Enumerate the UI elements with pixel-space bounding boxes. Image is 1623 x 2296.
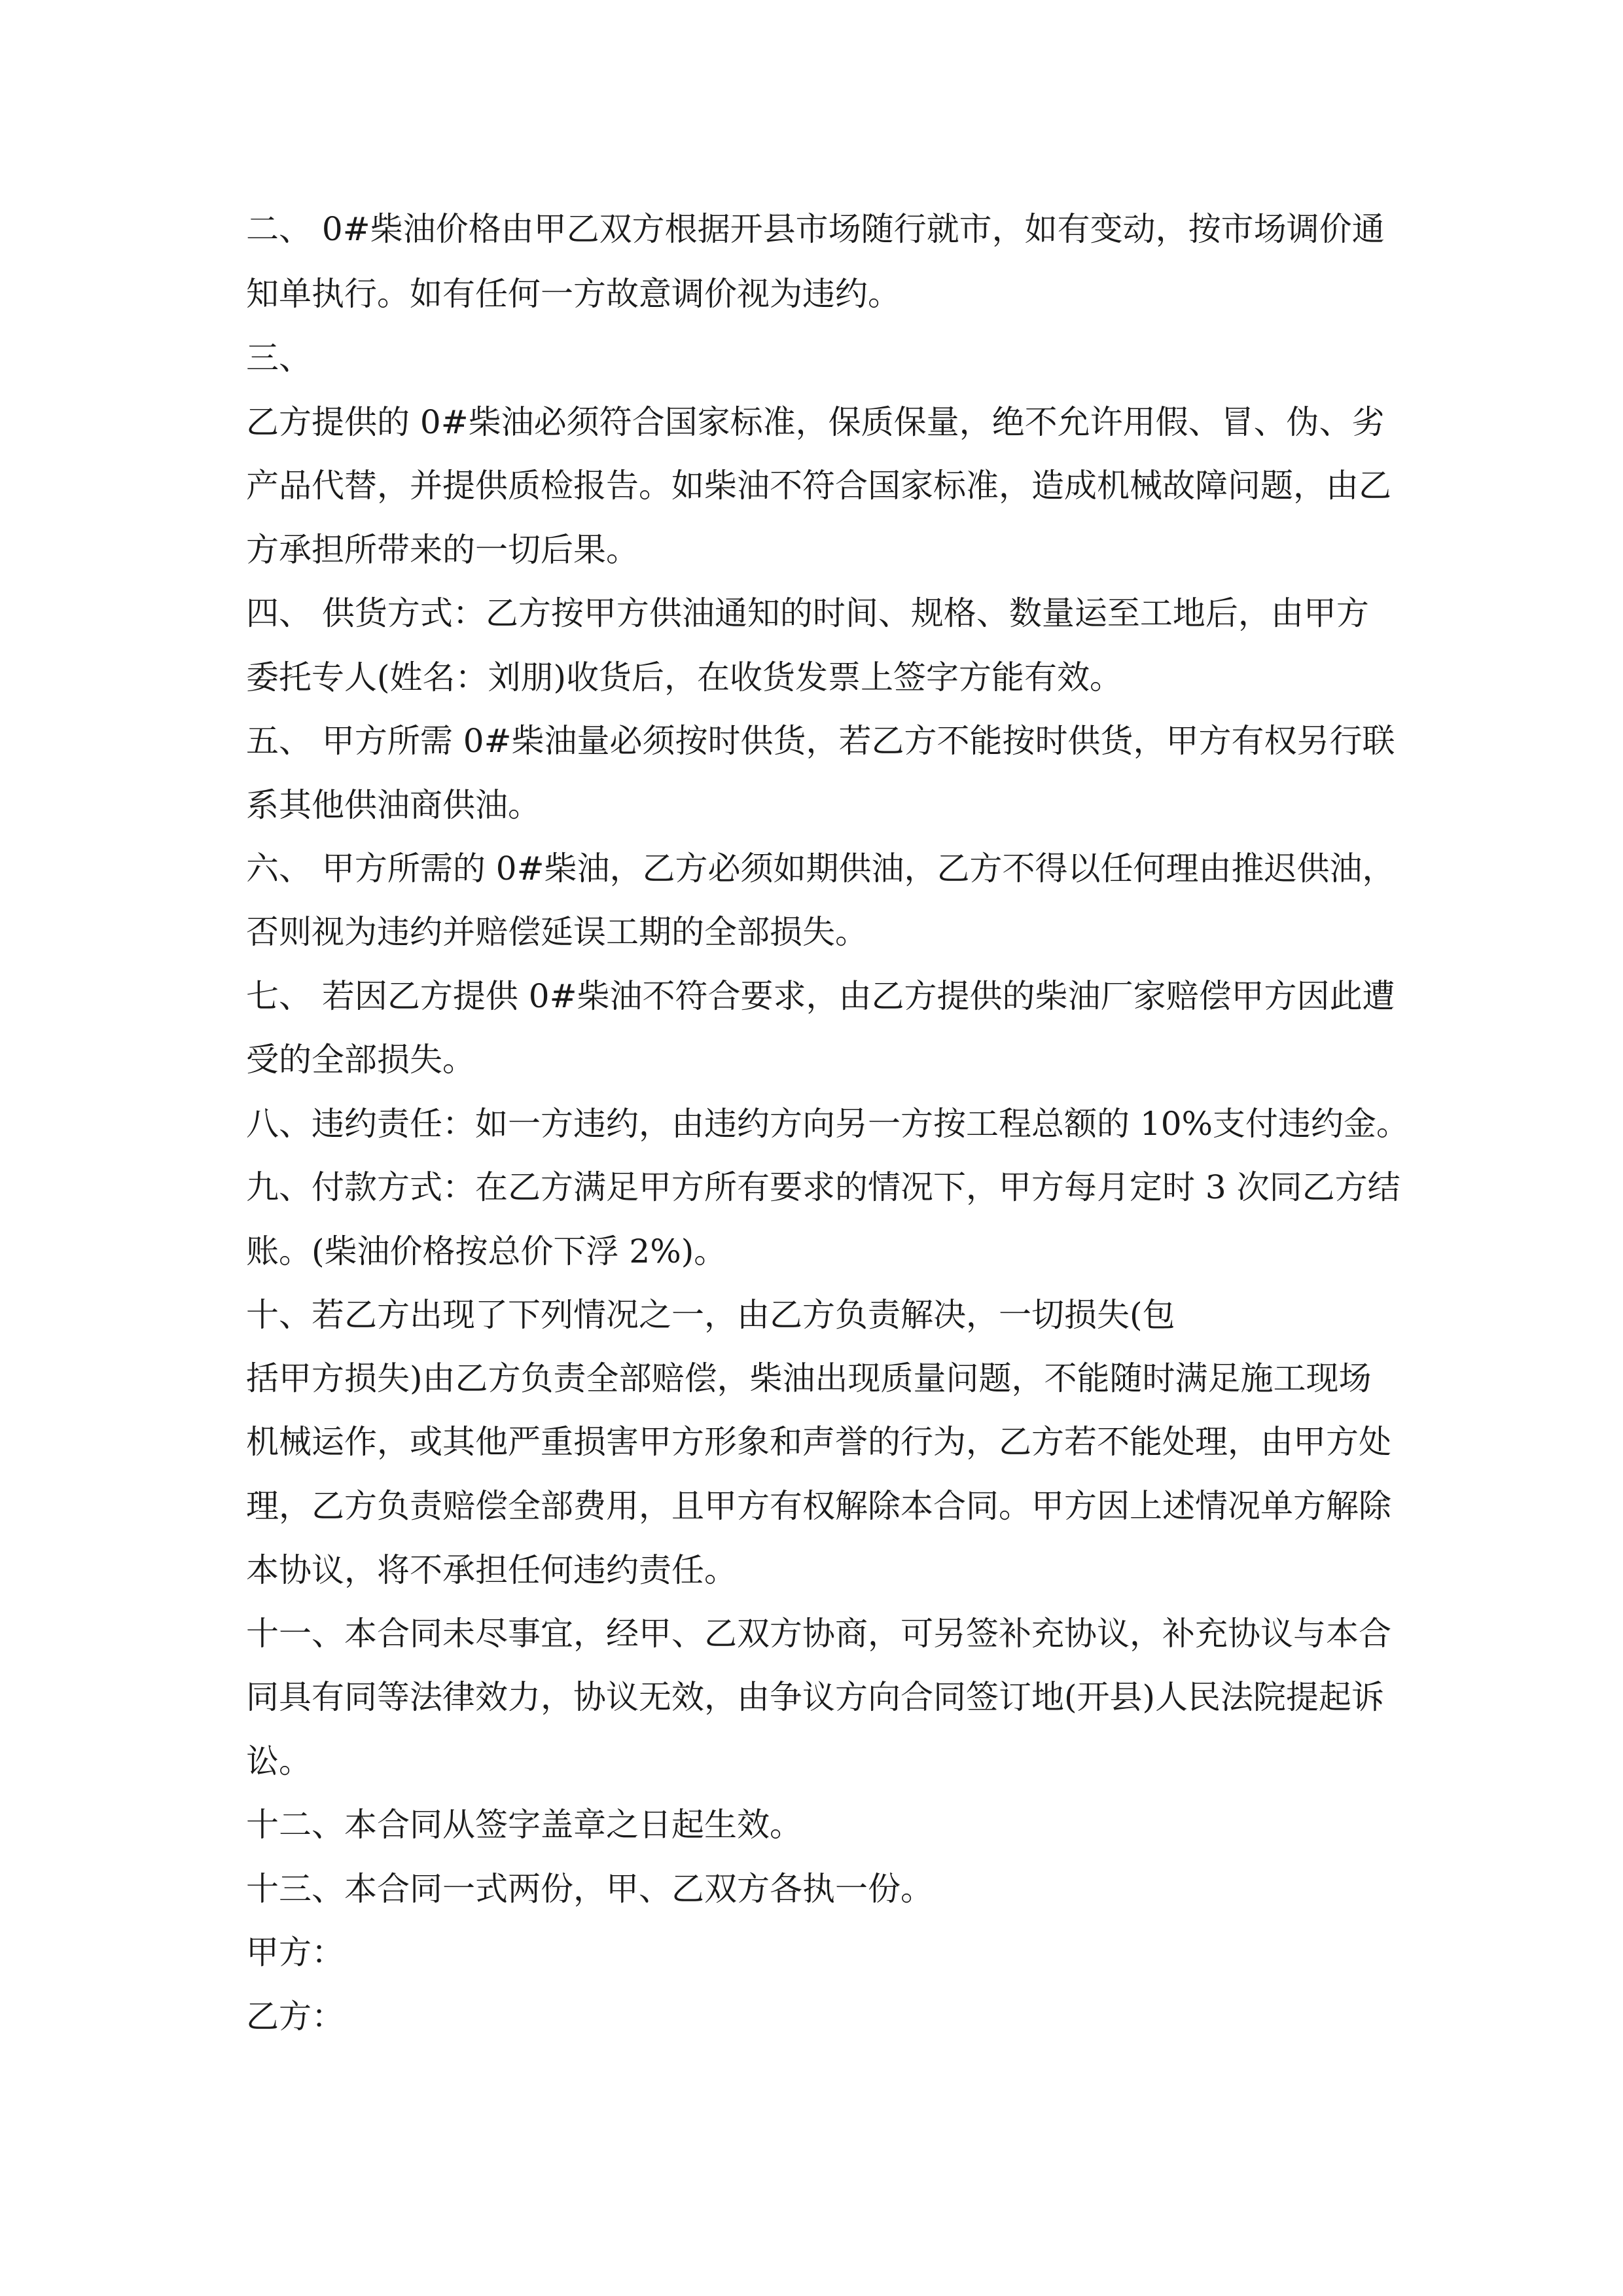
- text-line-25: 讼。: [246, 1742, 312, 1780]
- text-line-10: 系其他供油商供油。: [246, 786, 541, 824]
- text-line-14: 受的全部损失。: [246, 1041, 475, 1079]
- text-line-7: 四、 供货方式：乙方按甲方供油通知的时间、规格、数量运至工地后，由甲方: [246, 594, 1369, 632]
- party-a-signature-label: 甲方：: [246, 1933, 344, 1971]
- party-b-signature-label: 乙方：: [246, 1998, 344, 2036]
- text-line-15: 八、违约责任：如一方违约，由违约方向另一方按工程总额的 10%支付违约金。: [246, 1105, 1410, 1143]
- text-line-24: 同具有同等法律效力，协议无效，由争议方向合同签订地(开县)人民法院提起诉: [246, 1678, 1385, 1716]
- text-line-27: 十三、本合同一式两份，甲、乙双方各执一份。: [246, 1870, 933, 1908]
- text-line-3: 三、: [246, 339, 312, 377]
- text-line-12: 否则视为违约并赔偿延误工期的全部损失。: [246, 913, 868, 951]
- text-line-8: 委托专人(姓名：刘朋)收货后，在收货发票上签字方能有效。: [246, 658, 1123, 696]
- text-line-9: 五、 甲方所需 0#柴油量必须按时供货，若乙方不能按时供货，甲方有权另行联: [246, 722, 1395, 760]
- text-line-13: 七、 若因乙方提供 0#柴油不符合要求，由乙方提供的柴油厂家赔偿甲方因此遭: [246, 977, 1395, 1015]
- text-line-23: 十一、本合同未尽事宜，经甲、乙双方协商，可另签补充协议，补充协议与本合: [246, 1615, 1391, 1653]
- text-line-26: 十二、本合同从签字盖章之日起生效。: [246, 1806, 802, 1844]
- text-line-16: 九、付款方式：在乙方满足甲方所有要求的情况下，甲方每月定时 3 次同乙方结: [246, 1168, 1400, 1206]
- text-line-19: 括甲方损失)由乙方负责全部赔偿，柴油出现质量问题，不能随时满足施工现场: [246, 1359, 1372, 1397]
- text-line-22: 本协议，将不承担任何违约责任。: [246, 1551, 737, 1589]
- text-line-1: 二、 0#柴油价格由甲乙双方根据开县市场随行就市，如有变动，按市场调价通: [246, 210, 1385, 248]
- text-line-20: 机械运作，或其他严重损害甲方形象和声誉的行为，乙方若不能处理，由甲方处: [246, 1423, 1391, 1461]
- text-line-17: 账。(柴油价格按总价下浮 2%)。: [246, 1232, 727, 1270]
- text-line-5: 产品代替，并提供质检报告。如柴油不符合国家标准，造成机械故障问题，由乙: [246, 467, 1391, 505]
- text-line-6: 方承担所带来的一切后果。: [246, 531, 639, 569]
- text-line-11: 六、 甲方所需的 0#柴油，乙方必须如期供油，乙方不得以任何理由推迟供油，: [246, 850, 1395, 888]
- text-line-2: 知单执行。如有任何一方故意调价视为违约。: [246, 275, 901, 313]
- text-line-18: 十、若乙方出现了下列情况之一，由乙方负责解决，一切损失(包: [246, 1296, 1175, 1334]
- text-line-4: 乙方提供的 0#柴油必须符合国家标准，保质保量，绝不允许用假、冒、伪、劣: [246, 403, 1385, 441]
- text-line-21: 理，乙方负责赔偿全部费用，且甲方有权解除本合同。甲方因上述情况单方解除: [246, 1487, 1391, 1525]
